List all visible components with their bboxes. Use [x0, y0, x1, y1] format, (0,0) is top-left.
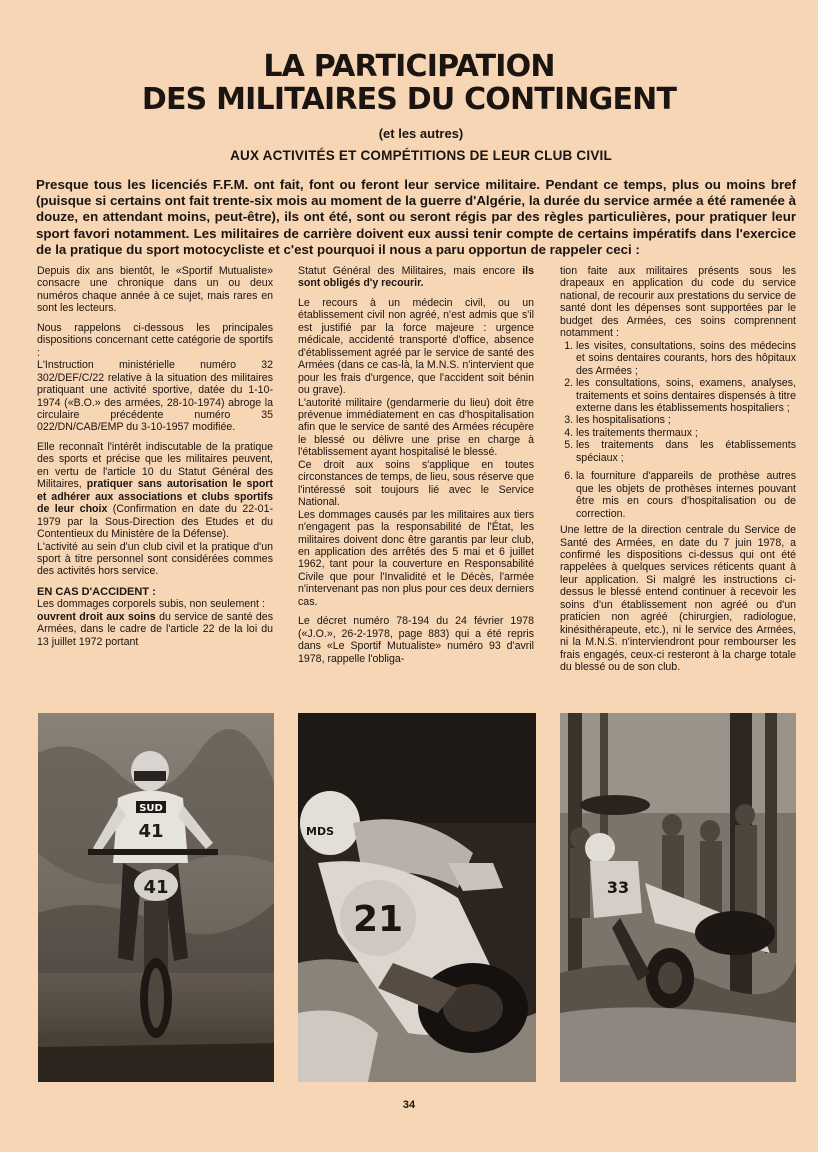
- paragraph: Depuis dix ans bientôt, le «Sportif Mutualiste» consacre une chronique dans un ou deux numéros chaque année à ce sujet, mais rares en sont les lecteurs.: [37, 265, 273, 315]
- list-item: 4. les traitements thermaux ;: [576, 427, 796, 439]
- photo-image: [38, 713, 274, 1082]
- paragraph: Ce droit aux soins s'applique en toutes circonstances de temps, de lieu, sous réserve que l'intéressé soit toujours lié avec le Service National.: [298, 458, 534, 509]
- title-line-1: LA PARTICIPATION: [263, 49, 555, 84]
- jersey-number: 41: [138, 821, 164, 842]
- text-column-3: [560, 265, 796, 681]
- paragraph: [37, 441, 273, 541]
- plate-number: 41: [143, 877, 169, 898]
- subtitle-parenthetical: (et les autres): [378, 126, 464, 141]
- title-line-2: DES MILITAIRES DU CONTINGENT: [141, 82, 677, 117]
- list-item: 6. la fourniture d'appareils de prothèse autres que les objets de prothèses internes pouvant être mis en cours d'hospitalisation ou de correction.: [576, 470, 796, 520]
- photo-motocross-rider: [38, 713, 274, 1082]
- text-run: Elle reconnaît l'intérêt indiscutable de la pratique des sports et précise que les militaires peuvent, en vertu de l'article 10 du Statut Général des Militaires,: [37, 440, 273, 491]
- bib-number: 33: [606, 878, 630, 897]
- paragraph: [37, 611, 273, 648]
- care-list: [560, 340, 796, 520]
- list-item: 2. les consultations, soins, examens, analyses, traitements et soins dentaires dispensés à titre externe dans les établissements hospitaliers ;: [576, 377, 796, 414]
- paragraph: Les dommages corporels subis, non seulement :: [37, 598, 265, 611]
- section-heading: EN CAS D'ACCIDENT :: [37, 585, 156, 598]
- page-number: 34: [402, 1099, 416, 1111]
- list-item: 3. les hospitalisations ;: [576, 414, 796, 426]
- photo-road-racer: [298, 713, 536, 1082]
- emphasis: ils sont obligés d'y recourir.: [298, 265, 534, 290]
- paragraph: L'activité au sein d'un club civil et la pratique d'un sport à titre personnel sont considérées commes des activités hors service.: [37, 540, 273, 578]
- subtitle: AUX ACTIVITÉS ET COMPÉTITIONS DE LEUR CLUB CIVIL: [230, 148, 612, 163]
- paragraph: Le recours à un médecin civil, ou un établissement civil non agréé, n'est admis que s'il est justifié par la force majeure : urgence médicale, accidenté transporté d'office, absence d'établissement agréé par le service de santé des Armées (dans ce cas-là, la M.N.S. n'intervient que pour les frais d'urgence, que l'accident soit bénin ou grave).: [298, 296, 534, 397]
- list-item: 1. les visites, consultations, soins des médecins et soins dentaires courants, hors des hôpitaux des Armées ;: [576, 340, 796, 377]
- paragraph: Une lettre de la direction centrale du Service de Santé des Armées, en date du 7 juin 1978, a confirmé les dispositions ci-dessus qui ont été rappelées à quelques services réticents quant à leur application. Si malgré les instructions ci-dessus le blessé entend continuer à recevoir les soins d'un établissement non agréé ou d'un praticien non agréé (chirurgien, radiologue, kinésithérapeute, etc.), ni le service des Armées, ni la M.N.S. n'interviendront pour rembourser les frais engagés, ceux-ci resteront à la charge totale du blessé ou de son club.: [560, 524, 796, 674]
- jersey-sponsor: SUD: [139, 803, 163, 814]
- paragraph: Nous rappelons ci-dessous les principales dispositions concernant cette catégorie de sportifs :: [37, 321, 273, 359]
- emphasis: pratiquer sans autorisation le sport et adhérer aux associations et clubs sportifs de leur choix: [37, 478, 273, 516]
- text-run: du service de santé des Armées, dans le cadre de l'article 22 de la loi du 13 juillet 1972 portant: [37, 610, 274, 648]
- text-run: Statut Général des Militaires, mais encore: [298, 265, 523, 277]
- list-item: 5. les traitements dans les établissements spéciaux ;: [576, 439, 796, 464]
- paragraph: L'Instruction ministérielle numéro 32 302/DEF/C/22 relative à la situation des militaires pratiquant une activité sportive, datée du 1-10-1974 («B.O.» des armées, 28-10-1974) abroge la circulaire précédente numéro 35 022/DN/CAB/EMP du 3-10-1957 modifiée.: [37, 359, 273, 434]
- photo-image: [560, 713, 796, 1082]
- photo-trials-rider: [560, 713, 796, 1082]
- photo-image: [298, 713, 536, 1082]
- intro-paragraph: Presque tous les licenciés F.F.M. ont fait, font ou feront leur service militaire. Pendant ce temps, plus ou moins bref (puisque si certains ont fait trente-six mois au moment de la guerre d'Algérie, la durée du service armée a été ramenée à douze, en attendant moins, peut-être), ils ont été, sont ou seront régis par des règles particulières, pour pratiquer leur sport favori notamment. Les militaires de carrière doivent eux aussi tenir compte de certains impératifs dans l'exercice de la pratique du sport motocycliste et c'est pourquoi il nous a paru opportun de rappeler ceci :: [36, 177, 796, 257]
- paragraph: tion faite aux militaires présents sous les drapeaux en application du code du service national, de recourir aux prestations du service de santé dont les dépenses sont supportées par le budget des Armées, ces soins comprennent notamment :: [560, 265, 796, 340]
- text-column-2: [298, 265, 534, 672]
- text-run: (Confirmation en date du 22-01-1979 par la Sous-Direction des Etudes et du Contentieux du Ministère de la Défense).: [37, 503, 273, 541]
- paragraph: L'autorité militaire (gendarmerie du lieu) doit être prévenue immédiatement en cas d'hospitalisation afin que le service de santé des Armées récupère le blessé ou délivre une prise en charge à l'établissement ayant hospitalisé le blessé.: [298, 396, 534, 459]
- emphasis: ouvrent droit aux soins: [37, 610, 156, 623]
- fairing-number: 21: [352, 899, 404, 940]
- paragraph: Les dommages causés par les militaires aux tiers n'engagent pas la responsabilité de l'État, les militaires doivent donc être garantis par leur club, en application des arrêtés des 5 mai et 6 juillet 1962, tant pour la couverture en Responsabilité Civile que pour l'Invalidité et le Décès, l'armée n'intervenant pas non plus pour ces deux derniers cas.: [298, 508, 534, 608]
- text-column-1: [37, 265, 273, 655]
- paragraph: Le décret numéro 78-194 du 24 février 1978 («J.O.», 26-2-1978, page 883) qui a été repris dans «Le Sportif Mutualiste» numéro 93 d'avril 1978, rappelle l'obliga-: [298, 615, 534, 665]
- helmet-sponsor: MDS: [306, 825, 334, 838]
- paragraph: [298, 265, 534, 290]
